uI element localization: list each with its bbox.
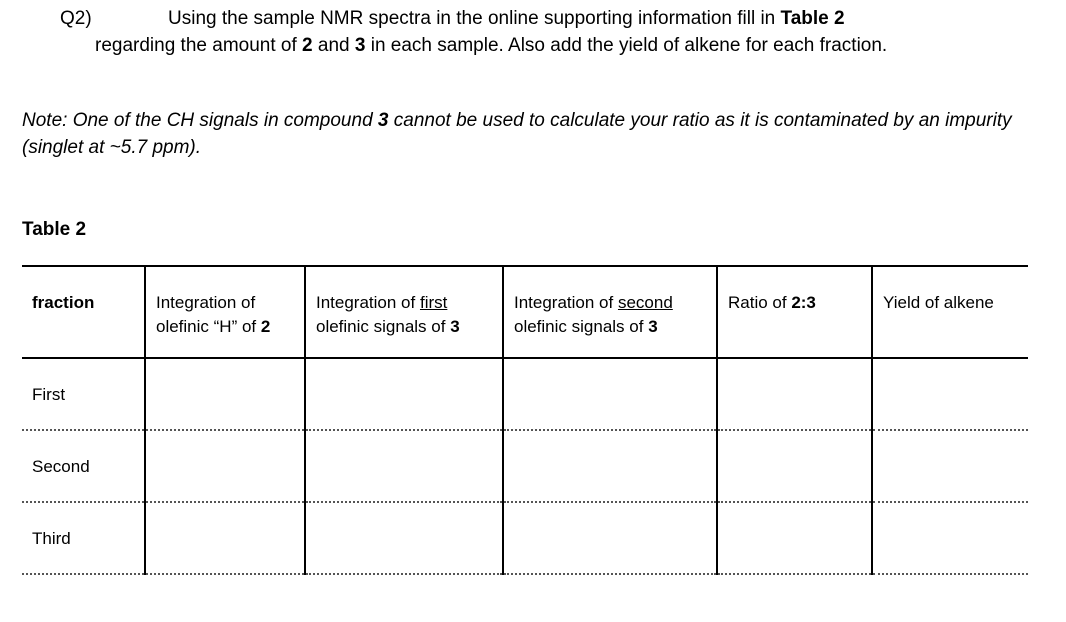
header-underlined: first bbox=[419, 293, 448, 312]
note-text: Note: One of the CH signals in compound bbox=[22, 110, 378, 131]
row-label-second: Second bbox=[32, 457, 90, 476]
question-line-2 bbox=[95, 35, 887, 57]
header-underlined: second bbox=[617, 293, 673, 312]
cell-yield[interactable] bbox=[872, 430, 1028, 502]
table-caption: Table 2 bbox=[22, 219, 87, 240]
cell-ratio[interactable] bbox=[717, 358, 872, 430]
compound-ref: 2 bbox=[260, 317, 271, 336]
compound-ref: 3 bbox=[377, 110, 389, 131]
question-line-1 bbox=[60, 8, 845, 30]
note-text: cannot be used to calculate your ratio as it is contaminated by an impurity (singlet at ~5.7 ppm). bbox=[22, 110, 1012, 158]
table-header-row bbox=[22, 266, 1028, 358]
header-text: Integration of bbox=[156, 293, 256, 312]
compound-ref: 3 bbox=[354, 35, 366, 56]
row-label-third: Third bbox=[32, 529, 71, 548]
header-text: Integration of bbox=[316, 293, 420, 312]
header-text: olefinic signals of bbox=[316, 317, 451, 336]
question-text-part: in each sample. Also add the yield of alkene for each fraction. bbox=[365, 35, 888, 56]
table-row bbox=[22, 358, 1028, 430]
question-text-part: and bbox=[312, 35, 355, 56]
cell-integration-second-3[interactable] bbox=[503, 358, 717, 430]
cell-integration-first-3[interactable] bbox=[305, 502, 503, 574]
question-table-ref: Table 2 bbox=[780, 8, 845, 29]
header-integration-first-3 bbox=[305, 266, 503, 358]
cell-yield[interactable] bbox=[872, 358, 1028, 430]
header-fraction: fraction bbox=[32, 293, 95, 312]
compound-ref: 2:3 bbox=[791, 293, 816, 312]
table-row bbox=[22, 430, 1028, 502]
cell-integration-first-3[interactable] bbox=[305, 358, 503, 430]
header-text: olefinic “H” of bbox=[156, 317, 261, 336]
results-table bbox=[22, 265, 1028, 575]
cell-yield[interactable] bbox=[872, 502, 1028, 574]
cell-integration-2[interactable] bbox=[145, 502, 305, 574]
cell-integration-2[interactable] bbox=[145, 358, 305, 430]
compound-ref: 2 bbox=[302, 35, 313, 56]
header-yield: Yield of alkene bbox=[872, 266, 1028, 358]
header-integration-second-3 bbox=[503, 266, 717, 358]
compound-ref: 3 bbox=[450, 317, 460, 336]
header-ratio bbox=[717, 266, 872, 358]
cell-ratio[interactable] bbox=[717, 430, 872, 502]
question-text-part: regarding the amount of bbox=[95, 35, 303, 56]
header-text: Integration of bbox=[514, 293, 618, 312]
cell-integration-first-3[interactable] bbox=[305, 430, 503, 502]
cell-integration-second-3[interactable] bbox=[503, 430, 717, 502]
table-row bbox=[22, 502, 1028, 574]
question-text: Using the sample NMR spectra in the online supporting information fill in bbox=[168, 8, 781, 29]
header-integration-2 bbox=[145, 266, 305, 358]
cell-integration-2[interactable] bbox=[145, 430, 305, 502]
header-text: olefinic signals of bbox=[514, 317, 649, 336]
compound-ref: 3 bbox=[648, 317, 658, 336]
row-label-first: First bbox=[32, 385, 66, 404]
header-text: Ratio of bbox=[728, 293, 792, 312]
cell-integration-second-3[interactable] bbox=[503, 502, 717, 574]
question-number: Q2) bbox=[60, 8, 92, 29]
note-paragraph bbox=[22, 107, 1052, 161]
cell-ratio[interactable] bbox=[717, 502, 872, 574]
